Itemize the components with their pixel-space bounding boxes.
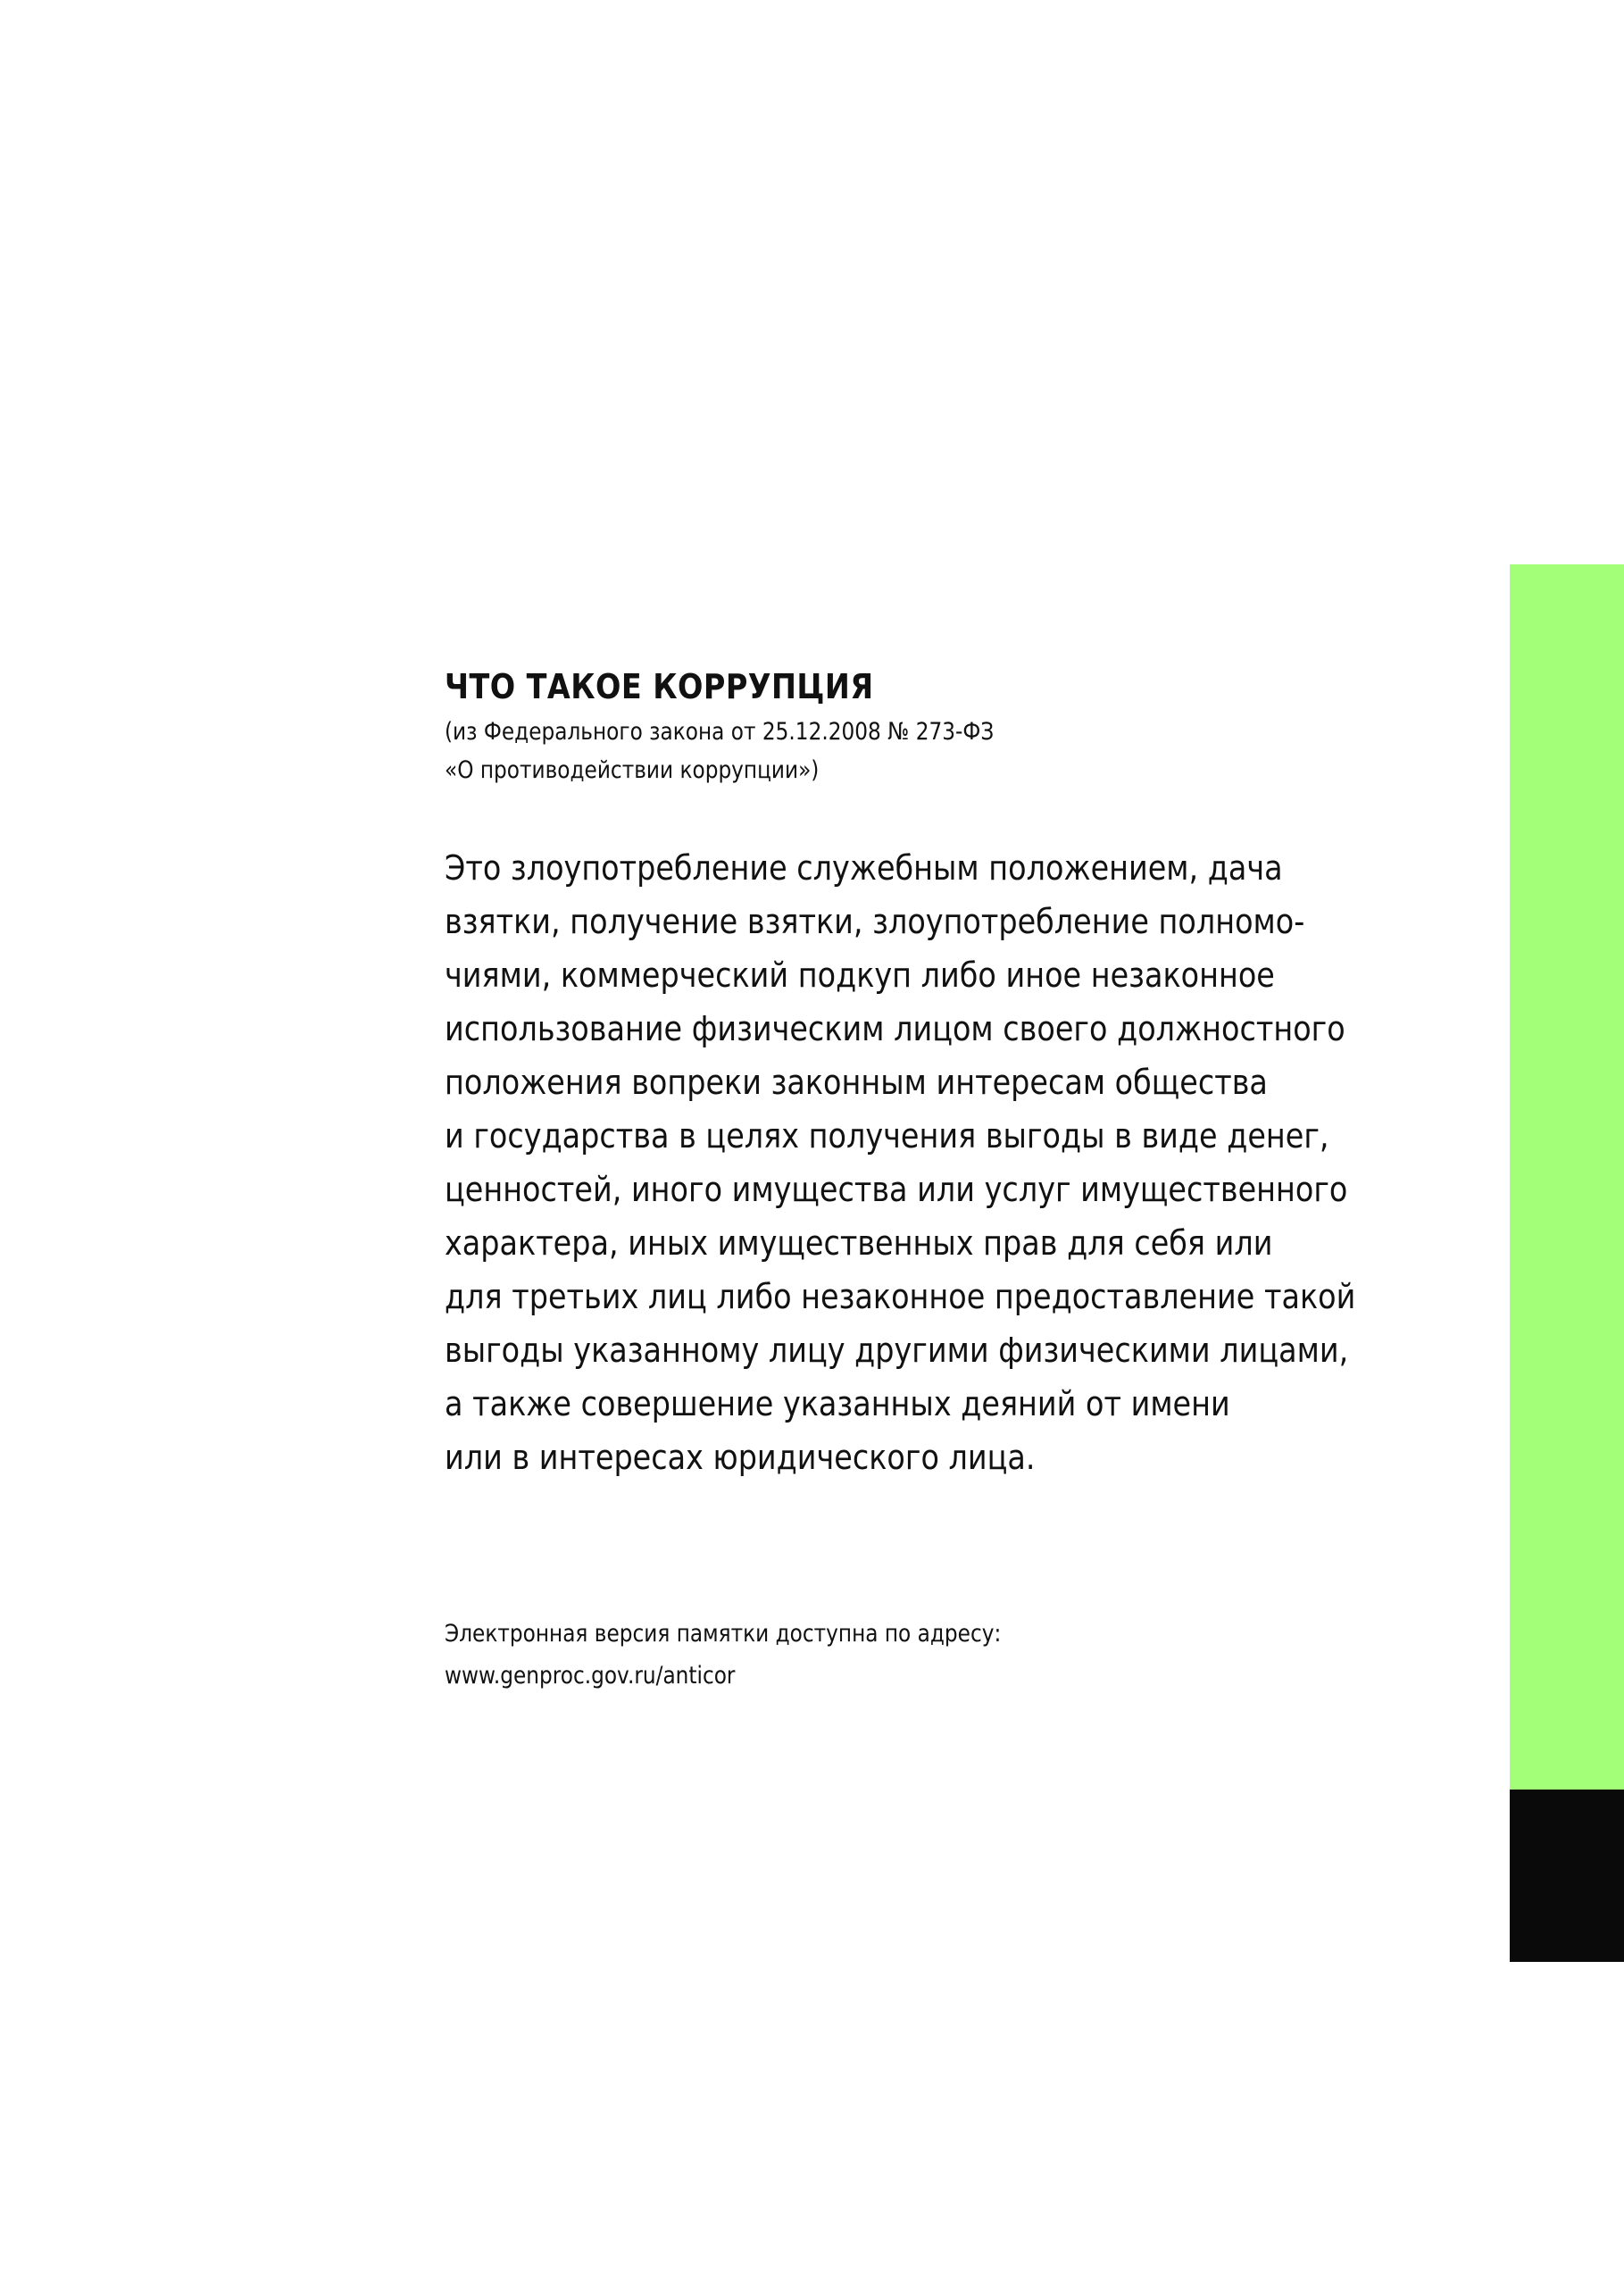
footer-note <box>445 1613 1092 1697</box>
footer-text: Электронная версия памятки доступна по адресу: <box>445 1620 1002 1648</box>
definition-line: и государства в целях получения выгоды в виде денег, <box>445 1116 1329 1156</box>
black-edge-tab <box>1510 1790 1624 1962</box>
definition-line: или в интересах юридического лица. <box>445 1438 1036 1477</box>
definition-text <box>445 841 1480 1484</box>
definition-line: чиями, коммерческий подкуп либо иное незаконное <box>445 955 1275 995</box>
definition-line: а также совершение указанных деяний от имени <box>445 1384 1230 1423</box>
definition-line: выгоды указанному лицу другими физическими лицами, <box>445 1331 1349 1370</box>
page-title: ЧТО ТАКОЕ КОРРУПЦИЯ <box>445 667 874 706</box>
main-content <box>445 661 1480 1484</box>
footer-url-link[interactable]: www.genproc.gov.ru/anticor <box>445 1662 736 1690</box>
green-edge-tab <box>1510 564 1624 1790</box>
source-line-1: (из Федерального закона от 25.12.2008 № 273-ФЗ <box>445 718 995 746</box>
definition-line: Это злоупотребление служебным положением, дача <box>445 848 1283 888</box>
definition-line: использование физическим лицом своего должностного <box>445 1009 1345 1048</box>
definition-line: характера, иных имущественных прав для себя или <box>445 1223 1273 1263</box>
definition-line: для третьих лиц либо незаконное предоставление такой <box>445 1277 1356 1316</box>
definition-line: положения вопреки законным интересам общества <box>445 1063 1268 1102</box>
definition-line: ценностей, иного имущества или услуг имущественного <box>445 1170 1348 1209</box>
source-line-2: «О противодействии коррупции») <box>445 756 820 784</box>
definition-line: взятки, получение взятки, злоупотребление полномо- <box>445 902 1305 941</box>
